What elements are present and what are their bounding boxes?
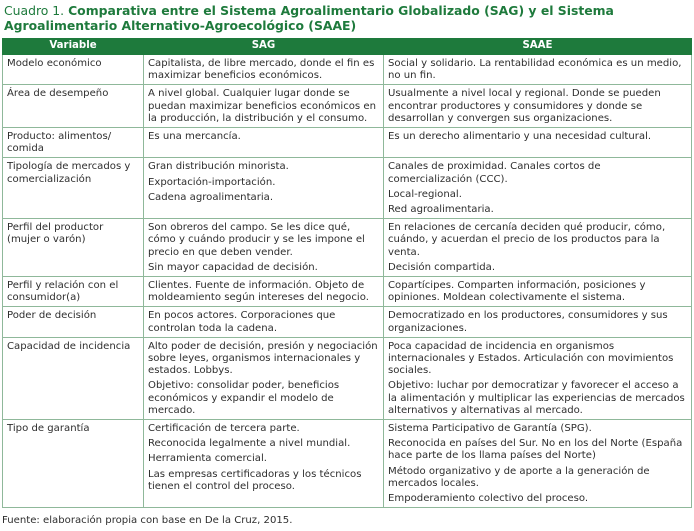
cell-variable: Capacidad de incidencia: [3, 337, 144, 419]
cell-sag: [144, 158, 384, 219]
saae-paragraph: Es un derecho alimentario y una necesidad cultural.: [388, 131, 652, 143]
caption-title: Comparativa entre el Sistema Agroalimentario Globalizado (SAG) y el Sistema Agroalimentario Alternativo-Agroecológico (SAAE): [4, 3, 614, 33]
header-variable: Variable: [3, 39, 144, 55]
cell-saae: [384, 307, 692, 337]
saae-paragraph: Social y solidario. La rentabilidad económica es un medio, no un fin.: [388, 58, 682, 82]
caption-label: Cuadro 1.: [4, 3, 65, 18]
header-sag: SAG: [144, 39, 384, 55]
saae-paragraph: Poca capacidad de incidencia en organismos internacionales y Estados. Articulación con movimientos sociales.: [388, 340, 674, 377]
sag-paragraph: Es una mercancía.: [148, 131, 241, 143]
table-row: [3, 337, 692, 419]
saae-paragraph: Sistema Participativo de Garantía (SPG).: [388, 423, 592, 435]
cell-saae: [384, 420, 692, 508]
table-row: [3, 85, 692, 128]
sag-paragraph: Reconocida legalmente a nivel mundial.: [148, 438, 351, 450]
cell-saae: [384, 277, 692, 307]
cell-variable: Perfil del productor (mujer o varón): [3, 219, 144, 277]
cell-saae: [384, 128, 692, 158]
saae-paragraph: Decisión compartida.: [388, 261, 496, 273]
table-row: [3, 307, 692, 337]
cell-variable: Área de desempeño: [3, 85, 144, 128]
cell-variable: Poder de decisión: [3, 307, 144, 337]
saae-paragraph: Método organizativo y de aporte a la generación de mercados locales.: [388, 465, 650, 489]
saae-paragraph: Democratizado en los productores, consumidores y sus organizaciones.: [388, 310, 668, 334]
sag-paragraph: Las empresas certificadoras y los técnicos tienen el control del proceso.: [148, 468, 362, 492]
cell-sag: [144, 85, 384, 128]
sag-paragraph: Cadena agroalimentaria.: [148, 191, 274, 203]
sag-paragraph: Clientes. Fuente de información. Objeto de moldeamiento según intereses del negocio.: [148, 280, 369, 304]
saae-paragraph: Local-regional.: [388, 188, 462, 200]
sag-paragraph: Sin mayor capacidad de decisión.: [148, 261, 318, 273]
table-row: [3, 128, 692, 158]
saae-paragraph: Empoderamiento colectivo del proceso.: [388, 493, 589, 505]
cell-saae: [384, 158, 692, 219]
saae-paragraph: Objetivo: luchar por democratizar y favorecer el acceso a la alimentación y multiplicar las experiencias de mercados alternativos y alternativas al mercado.: [388, 380, 685, 416]
sag-paragraph: Exportación-importación.: [148, 176, 276, 188]
sag-paragraph: Gran distribución minorista.: [148, 161, 289, 173]
cell-variable: Modelo económico: [3, 55, 144, 85]
source-note: Fuente: elaboración propia con base en De la Cruz, 2015.: [2, 515, 293, 526]
sag-paragraph: Alto poder de decisión, presión y negociación sobre leyes, organismos internacionales y estados. Lobbys.: [148, 340, 378, 377]
cell-saae: [384, 55, 692, 85]
table-header: [3, 39, 692, 55]
header-saae: SAAE: [384, 39, 692, 55]
comparison-table: [2, 38, 692, 508]
cell-sag: [144, 337, 384, 419]
saae-paragraph: Copartícipes. Comparten información, posiciones y opiniones. Moldean colectivamente el sistema.: [388, 280, 646, 304]
cell-sag: [144, 420, 384, 508]
cell-sag: [144, 128, 384, 158]
table-caption: [4, 3, 690, 33]
cell-sag: [144, 307, 384, 337]
table-row: [3, 55, 692, 85]
table-row: [3, 219, 692, 277]
cell-variable: Tipología de mercados y comercialización: [3, 158, 144, 219]
table-row: [3, 420, 692, 508]
cell-sag: [144, 55, 384, 85]
saae-paragraph: Canales de proximidad. Canales cortos de comercialización (CCC).: [388, 161, 601, 185]
cell-saae: [384, 219, 692, 277]
cell-sag: [144, 219, 384, 277]
table-body: [3, 55, 692, 508]
saae-paragraph: Reconocida en países del Sur. No en los del Norte (España hace parte de los llama países del Norte): [388, 438, 683, 462]
sag-paragraph: Certificación de tercera parte.: [148, 423, 300, 435]
cell-variable: Perfil y relación con el consumidor(a): [3, 277, 144, 307]
table-row: [3, 158, 692, 219]
sag-paragraph: En pocos actores. Corporaciones que controlan toda la cadena.: [148, 310, 336, 334]
saae-paragraph: En relaciones de cercanía deciden qué producir, cómo, cuándo, y acuerdan el precio de los productos para la venta.: [388, 222, 666, 258]
cell-saae: [384, 337, 692, 419]
sag-paragraph: Capitalista, de libre mercado, donde el fin es maximizar beneficios económicos.: [148, 58, 375, 82]
saae-paragraph: Usualmente a nivel local y regional. Donde se pueden encontrar productores y consumidores y donde se desarrollan y convergen sus organizaciones.: [388, 88, 661, 124]
sag-paragraph: A nivel global. Cualquier lugar donde se puedan maximizar beneficios económicos en la producción, la distribución y el consumo.: [148, 88, 377, 124]
cell-variable: Producto: alimentos/ comida: [3, 128, 144, 158]
cell-saae: [384, 85, 692, 128]
sag-paragraph: Herramienta comercial.: [148, 453, 267, 465]
sag-paragraph: Objetivo: consolidar poder, beneficios económicos y expandir el modelo de mercado.: [148, 380, 340, 416]
sag-paragraph: Son obreros del campo. Se les dice qué, cómo y cuándo producir y se les impone el precio en que deben vender.: [148, 222, 365, 258]
saae-paragraph: Red agroalimentaria.: [388, 204, 494, 216]
header-row: [3, 39, 692, 55]
cell-variable: Tipo de garantía: [3, 420, 144, 508]
cell-sag: [144, 277, 384, 307]
table-row: [3, 277, 692, 307]
